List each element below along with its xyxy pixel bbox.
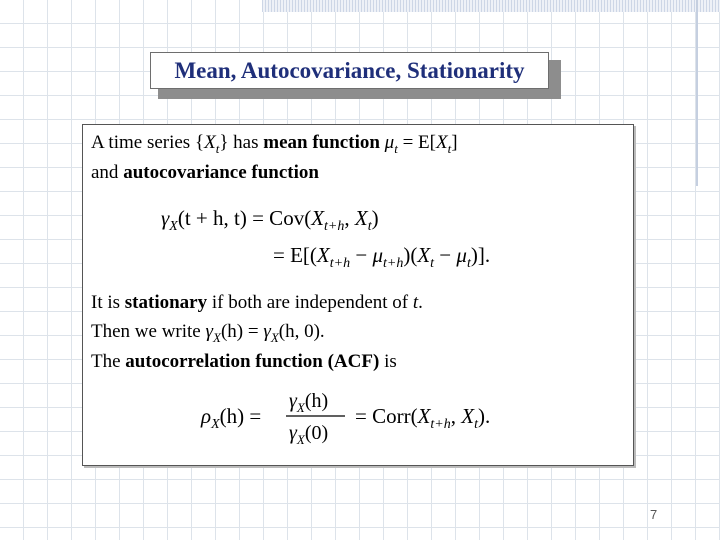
definition-content (83, 125, 635, 467)
line-acf-intro: The autocorrelation function (ACF) is (91, 351, 397, 372)
slide-title: Mean, Autocovariance, Stationarity (150, 52, 549, 89)
equation-autocovariance: $\gamma_X(t + h$, $t) = Cov(X_{t+h}$, $X_t$) (161, 206, 379, 234)
decorative-header-bar (262, 0, 720, 12)
equation-autocovariance-expanded: = $E[(X_{t+h} - \mu_{t+h})(X_t - \mu_t)]$. (273, 243, 491, 271)
definition-box (82, 124, 634, 466)
line-autocovariance-intro: and autocovariance function (91, 162, 319, 183)
decorative-vertical-line (696, 0, 698, 186)
page-number: 7 (650, 507, 658, 522)
acf-rhs: = $Corr(X_{t+h}$, $X_t$). (355, 404, 491, 432)
line-mean-function: A time series $\{X_t\}$ has mean function $\mu_t = E[X_t]$ (91, 132, 458, 156)
line-then-we-write: Then we write $\gamma_X(h) = \gamma_X(h$, 0). (91, 321, 325, 345)
acf-denominator: $\gamma_X(0)$ (289, 422, 329, 447)
acf-numerator: $\gamma_X(h)$ (289, 390, 329, 415)
line-stationary: It is stationary if both are independent of t. (91, 292, 423, 313)
acf-lhs: $\rho_X(h)$ = (201, 404, 262, 432)
